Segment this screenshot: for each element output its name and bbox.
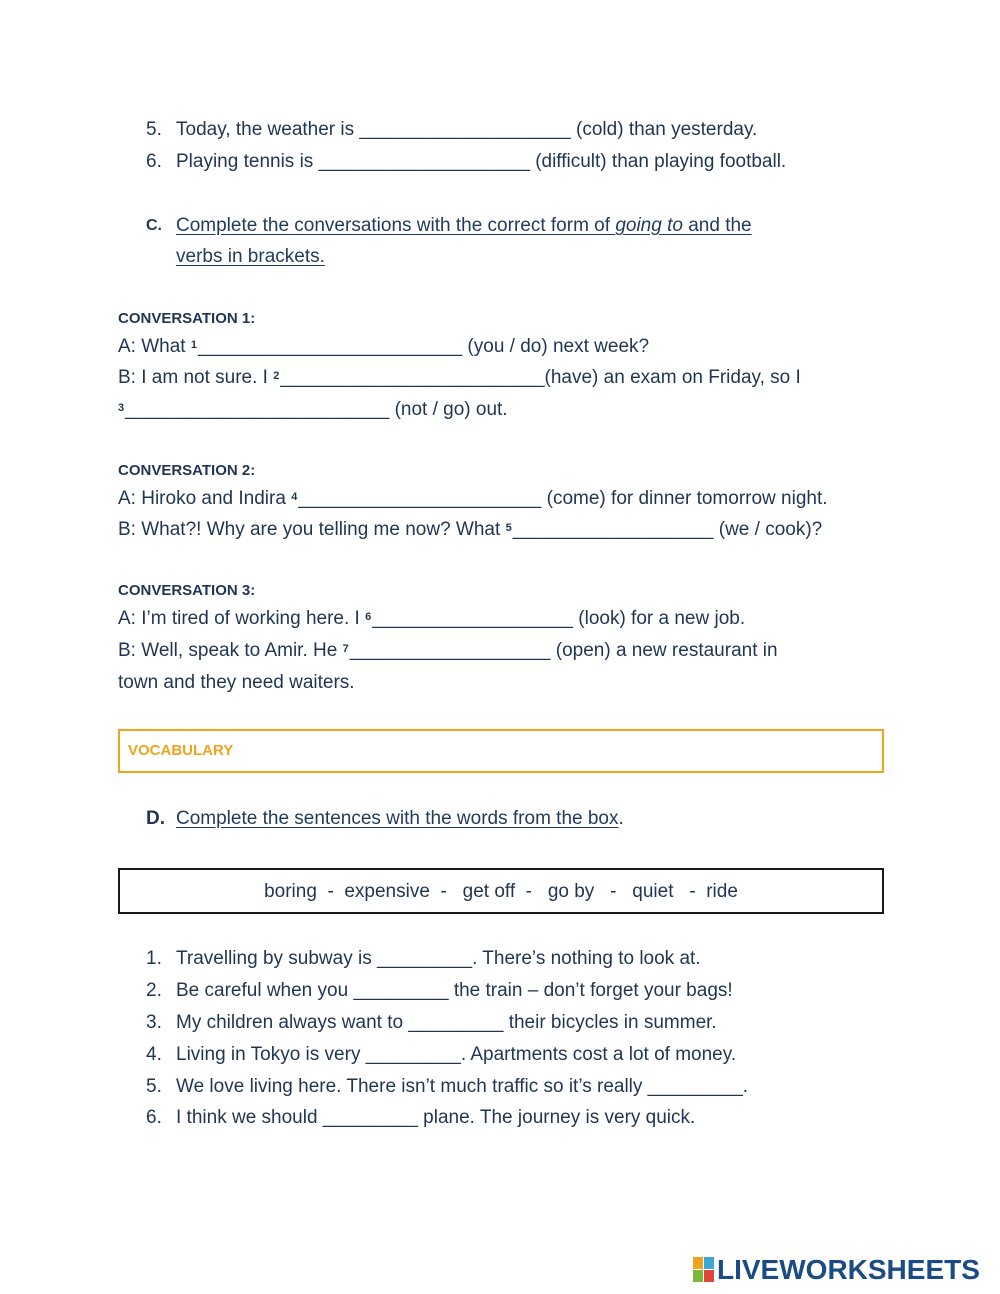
section-letter: D. xyxy=(146,808,165,829)
liveworksheets-logo[interactable] xyxy=(693,1255,980,1285)
logo-wordmark: LIVEWORKSHEETS xyxy=(717,1254,980,1285)
dialogue-line: A: I’m tired of working here. I $^6$___________________ (look) for a new job. xyxy=(118,608,746,629)
exercise-sentence: We love living here. There isn’t much traffic so it’s really _________. xyxy=(176,1076,749,1097)
vocabulary-banner xyxy=(118,729,884,773)
exercise-sentence: Living in Tokyo is very _________. Apartments cost a lot of money. xyxy=(176,1044,737,1065)
dialogue-line: B: Well, speak to Amir. He $^7$___________________ (open) a new restaurant in xyxy=(118,640,778,661)
list-number: 2. xyxy=(146,980,162,1001)
section-instruction-line2: verbs in brackets. xyxy=(176,246,325,267)
exercise-sentence: Today, the weather is ____________________ (cold) than yesterday. xyxy=(176,119,758,140)
word-box: boring - expensive - get off - go by - quiet - ride xyxy=(118,868,884,914)
exercise-sentence: I think we should _________ plane. The journey is very quick. xyxy=(176,1107,696,1128)
list-number: 6. xyxy=(146,151,162,172)
dialogue-line: A: What $^1$_________________________ (you / do) next week? xyxy=(118,336,650,357)
section-instruction: Complete the conversations with the correct form of going to and the xyxy=(176,215,752,236)
section-instruction: Complete the sentences with the words from the box. xyxy=(176,808,624,829)
exercise-sentence: My children always want to _________ their bicycles in summer. xyxy=(176,1012,717,1033)
conversation-heading: CONVERSATION 3: xyxy=(118,582,256,599)
vocabulary-label: VOCABULARY xyxy=(128,742,234,759)
exercise-sentence: Travelling by subway is _________. There’s nothing to look at. xyxy=(176,948,701,969)
dialogue-line: A: Hiroko and Indira $^4$_______________________ (come) for dinner tomorrow night. xyxy=(118,488,828,509)
list-number: 4. xyxy=(146,1044,162,1065)
dialogue-line: B: What?! Why are you telling me now? What $^5$___________________ (we / cook)? xyxy=(118,519,823,540)
exercise-sentence: Playing tennis is ____________________ (difficult) than playing football. xyxy=(176,151,787,172)
liveworksheets-logo-icon xyxy=(693,1257,715,1283)
section-letter: C. xyxy=(146,217,162,234)
list-number: 3. xyxy=(146,1012,162,1033)
list-number: 1. xyxy=(146,948,162,969)
conversation-heading: CONVERSATION 1: xyxy=(118,310,256,327)
dialogue-line: town and they need waiters. xyxy=(118,672,355,693)
list-number: 5. xyxy=(146,1076,162,1097)
exercise-sentence: Be careful when you _________ the train – don’t forget your bags! xyxy=(176,980,733,1001)
list-number: 5. xyxy=(146,119,162,140)
dialogue-line: B: I am not sure. I $^2$_________________________(have) an exam on Friday, so I xyxy=(118,367,801,388)
conversation-heading: CONVERSATION 2: xyxy=(118,462,256,479)
list-number: 6. xyxy=(146,1107,162,1128)
dialogue-line: $^3$_________________________ (not / go) out. xyxy=(118,399,508,420)
